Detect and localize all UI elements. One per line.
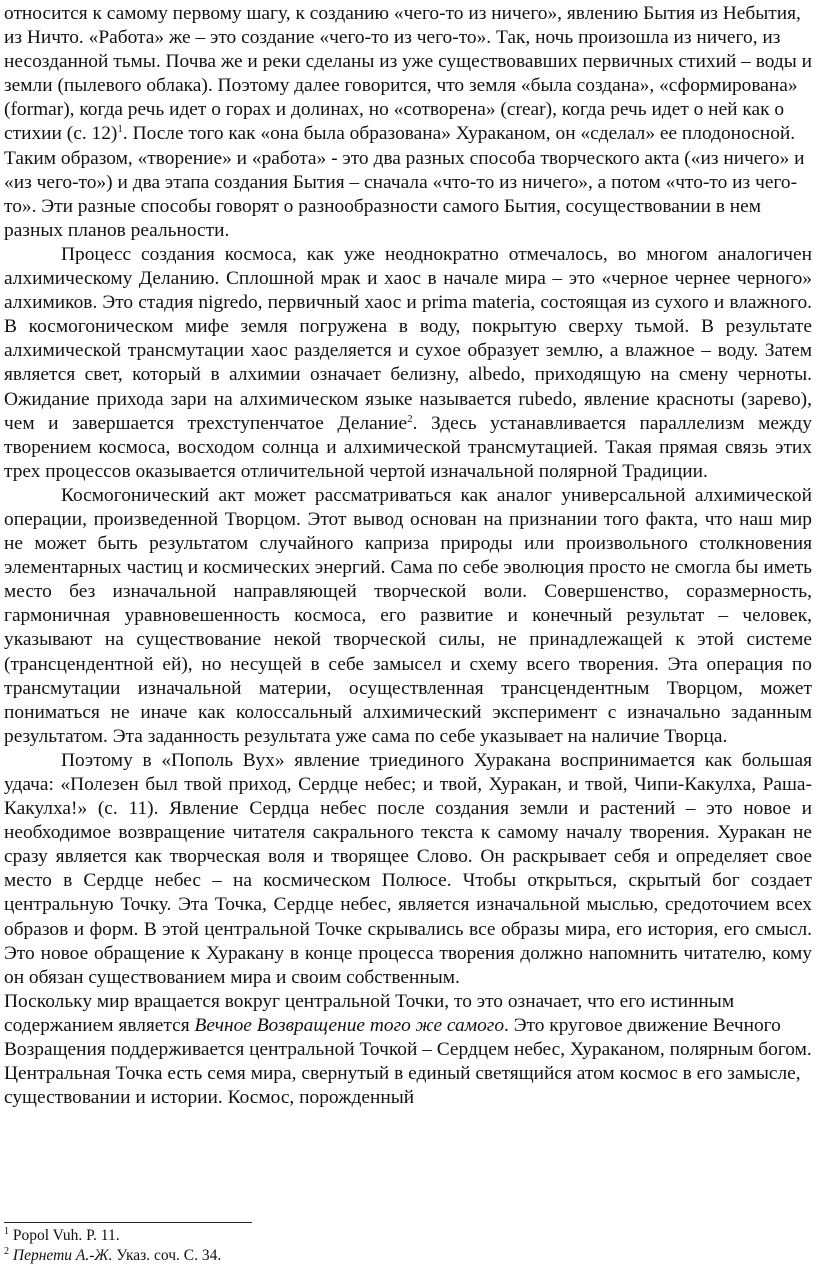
paragraph-text-run: Поэтому в «Пополь Вух» явление триединого Хуракана воспринимается как большая удача: «Полезен был твой приход, Сердце небес; и твой, Хуракан, и твой, Чипи-Какулха, Раша-Какулха!» (с. 11). Явление Сердца небес после создания земли и растений – это новое и необходимое возвращение читателя сакрального текста к самому началу творения. Хуракан не сразу является как творческая воля и творящее Слово. Он раскрывает себя и определяет свое место в Сердце небес – на космическом Полюсе. Чтобы открыться, скрытый бог создает центральную Точку. Эта Точка, Сердце небес, является изначальной мыслью, средоточием всех образов и форм. В этой центральной Точке скрывались все образы мира, его история, его смысл. Это новое обращение к Хуракану в конце процесса творения должно напомнить читателю, кому он обязан существованием мира и своим собственным. bbox=[4, 749, 812, 988]
paragraph-2 bbox=[4, 243, 812, 484]
footnote-separator bbox=[4, 1222, 252, 1223]
paragraph-1 bbox=[4, 2, 812, 243]
paragraph-text-run: Процесс создания космоса, как уже неоднократно отмечалось, во многом аналогичен алхимическому Деланию. Сплошной мрак и хаос в начале мира – это «черное чернее черного» алхимиков. Это стадия nigredo, первичный хаос и prima materia, состоящая из сухого и влажного. В космогоническом мифе земля погружена в воду, покрытую сверху тьмой. В результате алхимической трансмутации хаос разделяется и сухое образует землю, а влажное – воду. Затем является свет, который в алхимии означает белизну, albedo, приходящую на смену черноты. Ожидание прихода зари на алхимическом языке называется rubedo, явление красноты (зарево), чем и завершается трехступенчатое Делание bbox=[4, 243, 812, 434]
paragraph-italic-text: Вечное Возвращение того же самого bbox=[194, 1014, 505, 1036]
paragraph-4 bbox=[4, 749, 812, 990]
paragraph-3 bbox=[4, 484, 812, 749]
footnote-footnote-ref: 1 bbox=[4, 1226, 9, 1237]
footnote-italic-text: Пернети А.-Ж. bbox=[12, 1247, 113, 1264]
paragraph-text-run: Космогонический акт может рассматриваться как аналог универсальной алхимической операции, произведенной Творцом. Этот вывод основан на признании того факта, что наш мир не может быть результатом случайного каприза природы или произвольного столкновения элементарных частиц и космических энергий. Сама по себе эволюция просто не смогла бы иметь место без изначальной направляющей творческой воли. Совершенство, соразмерность, гармоничная уравновешенность космоса, его развитие и конечный результат – человек, указывают на существование некой творческой силы, не принадлежащей к этой системе (трансцендентной ей), но несущей в себе замысел и схему всего творения. Эта операция по трансмутации изначальной материи, осуществленная трансцендентным Творцом, может пониматься не иначе как колоссальный алхимический эксперимент с изначально заданным результатом. Эта заданность результата уже сама по себе указывает на наличие Творца. bbox=[4, 484, 812, 747]
footnote-2 bbox=[4, 1246, 812, 1266]
body-text bbox=[4, 2, 812, 1110]
paragraph-text-run: . После того как «она была образована» Хураканом, он «сделал» ее плодоносной. Таким образом, «творение» и «работа» - это два разных способа творческого акта («из ничего» и «из чего-то») и два этапа создания Бытия – сначала «что-то из ничего», а потом «что-то из чего-то». Эти разные способы говорят о разнообразности самого Бытия, сосуществовании в нем разных планов реальности. bbox=[4, 123, 805, 241]
paragraph-text-run: Поскольку мир вращается вокруг центральной Точки, то это означает, что его истинным содержанием является bbox=[4, 990, 735, 1036]
footnote-1 bbox=[4, 1226, 812, 1246]
paragraph-text-run: . Это круговое движение Вечного Возращения поддерживается центральной Точкой – Сердцем небес, Хураканом, полярным богом. Центральная Точка есть семя мира, свернутый в единый светящийся атом космос в его замысле, существовании и истории. Космос, порожденный bbox=[4, 1014, 812, 1109]
paragraph-text-run: . Здесь устанавливается параллелизм между творением космоса, восходом солнца и алхимической трансмутацией. Такая прямая связь этих трех процессов оказывается отличительной чертой изначальной полярной Традиции. bbox=[4, 412, 812, 482]
footnote-footnote-ref: 2 bbox=[4, 1246, 9, 1257]
paragraph-footnote-ref: 2 bbox=[407, 412, 413, 425]
paragraph-text-run: относится к самому первому шагу, к созданию «чего-то из ничего», явлению Бытия из Небытия, из Ничто. «Работа» же – это создание «чего-то из чего-то». Так, ночь произошла из ничего, из несозданной тьмы. Почва же и реки сделаны из уже существовавших первичных стихий – воды и земли (пылевого облака). Поэтому далее говорится, что земля «была создана», «сформирована» (formar), когда речь идет о горах и долинах, но «сотворена» (crear), когда речь идет о ней как о стихии (с. 12) bbox=[4, 3, 813, 145]
paragraph-footnote-ref: 1 bbox=[117, 123, 123, 136]
footnote-text-run: Popol Vuh. P. 11. bbox=[9, 1227, 120, 1244]
paragraph-5 bbox=[4, 990, 812, 1110]
footnotes bbox=[4, 1226, 812, 1266]
footnote-text-run: Указ. соч. С. 34. bbox=[112, 1247, 222, 1264]
